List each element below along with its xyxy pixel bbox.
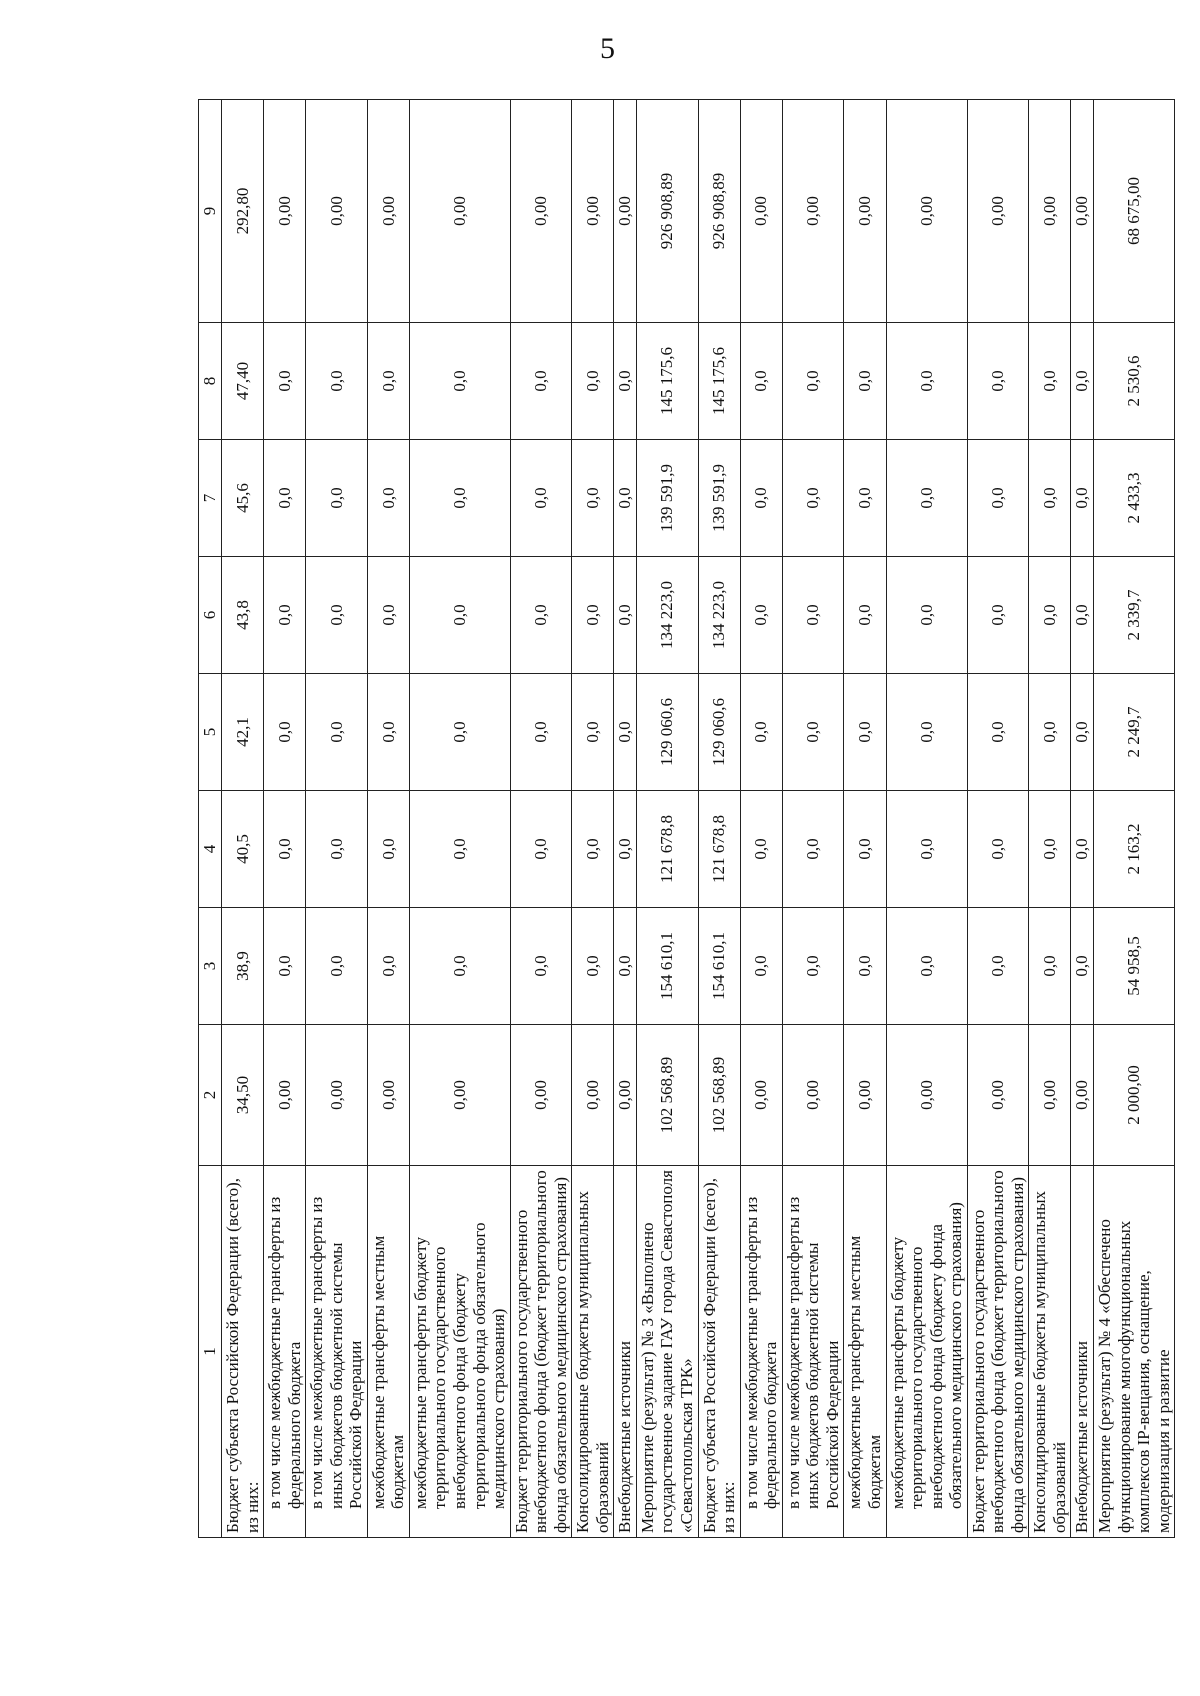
row-label: Внебюджетные источники	[1071, 1166, 1094, 1538]
value-cell: 0,00	[782, 100, 844, 323]
column-header: 8	[199, 323, 222, 440]
value-cell: 0,00	[306, 100, 368, 323]
value-cell: 0,0	[264, 791, 306, 908]
value-cell: 129 060,6	[636, 674, 698, 791]
value-cell: 0,0	[572, 557, 614, 674]
value-cell: 0,0	[967, 908, 1029, 1025]
value-cell: 0,0	[306, 323, 368, 440]
row-label: Бюджет территориального государственного внебюджетного фонда (бюджет территориального фонда обязательного медицинского страхования)	[967, 1166, 1029, 1538]
value-cell: 0,0	[844, 908, 886, 1025]
value-cell: 0,00	[1071, 1025, 1094, 1166]
column-header: 6	[199, 557, 222, 674]
value-cell: 47,40	[222, 323, 264, 440]
value-cell: 0,00	[367, 1025, 409, 1166]
value-cell: 0,0	[572, 440, 614, 557]
value-cell: 0,0	[1071, 674, 1094, 791]
value-cell: 0,0	[614, 791, 637, 908]
value-cell: 139 591,9	[698, 440, 740, 557]
value-cell: 0,00	[886, 1025, 967, 1166]
value-cell: 0,0	[1029, 557, 1071, 674]
value-cell: 102 568,89	[636, 1025, 698, 1166]
row-label: Мероприятие (результат) № 3 «Выполнено государственное задание ГАУ города Севастополя «Севастопольская ТРК»	[636, 1166, 698, 1538]
value-cell: 54 958,5	[1093, 908, 1174, 1025]
table-row	[264, 100, 306, 1538]
table-row	[572, 100, 614, 1538]
value-cell: 0,0	[886, 323, 967, 440]
table-row	[740, 100, 782, 1538]
value-cell: 926 908,89	[698, 100, 740, 323]
value-cell: 0,00	[264, 1025, 306, 1166]
row-label: Бюджет территориального государственного внебюджетного фонда (бюджет территориального фонда обязательного медицинского страхования)	[510, 1166, 572, 1538]
value-cell: 0,0	[409, 674, 510, 791]
column-header: 1	[199, 1166, 222, 1538]
value-cell: 0,0	[1029, 674, 1071, 791]
value-cell: 0,0	[264, 323, 306, 440]
value-cell: 0,00	[967, 1025, 1029, 1166]
value-cell: 145 175,6	[636, 323, 698, 440]
value-cell: 0,00	[782, 1025, 844, 1166]
value-cell: 0,00	[572, 100, 614, 323]
value-cell: 0,0	[510, 674, 572, 791]
value-cell: 0,0	[844, 323, 886, 440]
row-label: Бюджет субъекта Российской Федерации (всего), из них:	[222, 1166, 264, 1538]
table-row	[1071, 100, 1094, 1538]
row-label: межбюджетные трансферты бюджету территориального государственного внебюджетного фонда (бюджету фонда обязательного медицинского страхования)	[886, 1166, 967, 1538]
value-cell: 0,00	[264, 100, 306, 323]
value-cell: 43,8	[222, 557, 264, 674]
value-cell: 102 568,89	[698, 1025, 740, 1166]
value-cell: 0,0	[740, 674, 782, 791]
value-cell: 0,0	[614, 323, 637, 440]
table-row	[967, 100, 1029, 1538]
value-cell: 0,0	[510, 557, 572, 674]
value-cell: 0,0	[367, 440, 409, 557]
rotated-table-container	[198, 100, 1173, 1538]
value-cell: 0,0	[1071, 440, 1094, 557]
value-cell: 0,00	[572, 1025, 614, 1166]
value-cell: 0,0	[367, 557, 409, 674]
value-cell: 0,00	[1029, 100, 1071, 323]
value-cell: 0,0	[367, 908, 409, 1025]
value-cell: 0,00	[967, 100, 1029, 323]
value-cell: 121 678,8	[698, 791, 740, 908]
value-cell: 0,0	[572, 791, 614, 908]
table-row	[782, 100, 844, 1538]
value-cell: 0,00	[306, 1025, 368, 1166]
value-cell: 0,0	[1029, 323, 1071, 440]
value-cell: 0,0	[264, 557, 306, 674]
value-cell: 0,0	[510, 440, 572, 557]
row-label: Мероприятие (результат) № 4 «Обеспечено функционирование многофункциональных комплексов IP-вещания, оснащение, модернизация и развитие	[1093, 1166, 1174, 1538]
value-cell: 0,00	[740, 100, 782, 323]
table-header-row	[199, 100, 222, 1538]
value-cell: 0,0	[782, 908, 844, 1025]
value-cell: 0,0	[510, 791, 572, 908]
value-cell: 0,00	[1071, 100, 1094, 323]
value-cell: 0,00	[886, 100, 967, 323]
table-row	[886, 100, 967, 1538]
value-cell: 0,0	[572, 323, 614, 440]
table-row	[636, 100, 698, 1538]
value-cell: 0,00	[614, 100, 637, 323]
row-label: в том числе межбюджетные трансферты из федерального бюджета	[264, 1166, 306, 1538]
value-cell: 42,1	[222, 674, 264, 791]
column-header: 9	[199, 100, 222, 323]
value-cell: 0,0	[614, 557, 637, 674]
value-cell: 0,0	[782, 791, 844, 908]
value-cell: 40,5	[222, 791, 264, 908]
value-cell: 0,00	[409, 100, 510, 323]
value-cell: 0,0	[409, 323, 510, 440]
table-row	[222, 100, 264, 1538]
table-row	[614, 100, 637, 1538]
value-cell: 0,0	[409, 440, 510, 557]
value-cell: 2 339,7	[1093, 557, 1174, 674]
value-cell: 0,00	[409, 1025, 510, 1166]
value-cell: 0,0	[1071, 557, 1094, 674]
value-cell: 0,0	[409, 908, 510, 1025]
value-cell: 0,00	[614, 1025, 637, 1166]
value-cell: 0,0	[614, 674, 637, 791]
value-cell: 0,0	[572, 908, 614, 1025]
value-cell: 0,0	[740, 908, 782, 1025]
value-cell: 0,0	[510, 323, 572, 440]
value-cell: 0,0	[740, 791, 782, 908]
value-cell: 0,0	[740, 557, 782, 674]
table-row	[510, 100, 572, 1538]
column-header: 5	[199, 674, 222, 791]
value-cell: 134 223,0	[636, 557, 698, 674]
row-label: межбюджетные трансферты местным бюджетам	[844, 1166, 886, 1538]
value-cell: 0,0	[367, 323, 409, 440]
value-cell: 0,0	[264, 440, 306, 557]
value-cell: 0,0	[306, 440, 368, 557]
row-label: в том числе межбюджетные трансферты из федерального бюджета	[740, 1166, 782, 1538]
value-cell: 0,00	[844, 100, 886, 323]
value-cell: 0,0	[1029, 908, 1071, 1025]
value-cell: 2 249,7	[1093, 674, 1174, 791]
table-row	[844, 100, 886, 1538]
value-cell: 0,0	[306, 557, 368, 674]
value-cell: 0,0	[264, 908, 306, 1025]
value-cell: 2 163,2	[1093, 791, 1174, 908]
row-label: межбюджетные трансферты местным бюджетам	[367, 1166, 409, 1538]
value-cell: 0,0	[1071, 908, 1094, 1025]
table-row	[698, 100, 740, 1538]
page-number: 5	[600, 32, 615, 65]
column-header: 2	[199, 1025, 222, 1166]
value-cell: 0,0	[306, 674, 368, 791]
value-cell: 0,00	[510, 1025, 572, 1166]
value-cell: 0,0	[264, 674, 306, 791]
table-row	[409, 100, 510, 1538]
row-label: Бюджет субъекта Российской Федерации (всего), из них:	[698, 1166, 740, 1538]
value-cell: 0,0	[782, 323, 844, 440]
value-cell: 154 610,1	[698, 908, 740, 1025]
value-cell: 0,0	[306, 908, 368, 1025]
value-cell: 0,0	[572, 674, 614, 791]
value-cell: 0,0	[367, 674, 409, 791]
row-label: Консолидированные бюджеты муниципальных образований	[572, 1166, 614, 1538]
value-cell: 0,0	[782, 440, 844, 557]
value-cell: 0,0	[510, 908, 572, 1025]
value-cell: 129 060,6	[698, 674, 740, 791]
value-cell: 0,0	[967, 791, 1029, 908]
value-cell: 121 678,8	[636, 791, 698, 908]
value-cell: 0,0	[967, 323, 1029, 440]
value-cell: 0,0	[740, 323, 782, 440]
value-cell: 2 000,00	[1093, 1025, 1174, 1166]
value-cell: 0,0	[844, 674, 886, 791]
value-cell: 0,00	[510, 100, 572, 323]
value-cell: 0,0	[1071, 323, 1094, 440]
value-cell: 0,0	[967, 674, 1029, 791]
table-row	[306, 100, 368, 1538]
row-label: в том числе межбюджетные трансферты из иных бюджетов бюджетной системы Российской Федерации	[306, 1166, 368, 1538]
value-cell: 34,50	[222, 1025, 264, 1166]
value-cell: 0,0	[740, 440, 782, 557]
value-cell: 0,0	[1071, 791, 1094, 908]
value-cell: 68 675,00	[1093, 100, 1174, 323]
value-cell: 0,00	[844, 1025, 886, 1166]
value-cell: 2 433,3	[1093, 440, 1174, 557]
value-cell: 292,80	[222, 100, 264, 323]
value-cell: 0,0	[367, 791, 409, 908]
value-cell: 0,0	[782, 557, 844, 674]
value-cell: 0,00	[1029, 1025, 1071, 1166]
column-header: 7	[199, 440, 222, 557]
value-cell: 926 908,89	[636, 100, 698, 323]
value-cell: 0,0	[967, 557, 1029, 674]
value-cell: 0,0	[886, 791, 967, 908]
value-cell: 0,0	[886, 557, 967, 674]
row-label: межбюджетные трансферты бюджету территориального государственного внебюджетного фонда (бюджету территориального фонда обязательного медицинского страхования)	[409, 1166, 510, 1538]
value-cell: 0,0	[409, 557, 510, 674]
value-cell: 0,0	[306, 791, 368, 908]
value-cell: 0,0	[782, 674, 844, 791]
value-cell: 0,0	[844, 557, 886, 674]
value-cell: 0,0	[614, 908, 637, 1025]
value-cell: 0,0	[844, 440, 886, 557]
value-cell: 0,0	[886, 674, 967, 791]
value-cell: 139 591,9	[636, 440, 698, 557]
table-row	[1093, 100, 1174, 1538]
column-header: 3	[199, 908, 222, 1025]
value-cell: 45,6	[222, 440, 264, 557]
value-cell: 0,0	[844, 791, 886, 908]
value-cell: 0,00	[367, 100, 409, 323]
value-cell: 0,0	[967, 440, 1029, 557]
row-label: Внебюджетные источники	[614, 1166, 637, 1538]
value-cell: 0,00	[740, 1025, 782, 1166]
budget-table	[198, 99, 1175, 1538]
value-cell: 0,0	[409, 791, 510, 908]
value-cell: 2 530,6	[1093, 323, 1174, 440]
row-label: в том числе межбюджетные трансферты из иных бюджетов бюджетной системы Российской Федерации	[782, 1166, 844, 1538]
value-cell: 0,0	[886, 440, 967, 557]
table-row	[367, 100, 409, 1538]
row-label: Консолидированные бюджеты муниципальных образований	[1029, 1166, 1071, 1538]
table-row	[1029, 100, 1071, 1538]
value-cell: 154 610,1	[636, 908, 698, 1025]
value-cell: 38,9	[222, 908, 264, 1025]
value-cell: 145 175,6	[698, 323, 740, 440]
value-cell: 0,0	[886, 908, 967, 1025]
column-header: 4	[199, 791, 222, 908]
value-cell: 0,0	[614, 440, 637, 557]
value-cell: 0,0	[1029, 791, 1071, 908]
value-cell: 0,0	[1029, 440, 1071, 557]
value-cell: 134 223,0	[698, 557, 740, 674]
